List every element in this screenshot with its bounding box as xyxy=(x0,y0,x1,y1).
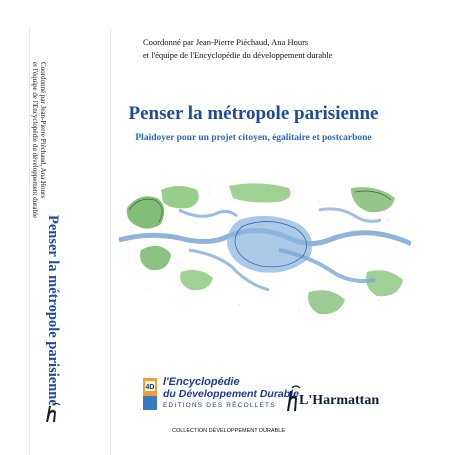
encyclopedia-badge-icon xyxy=(143,378,157,410)
spine-title: Penser la métropole parisienne xyxy=(45,215,61,406)
paris-region-map-illustration xyxy=(119,180,411,322)
harmattan-name: L'Harmattan xyxy=(299,393,380,408)
harmattan-logo xyxy=(283,383,403,415)
spine-left-edge xyxy=(29,28,30,455)
book-title: Penser la métropole parisienne xyxy=(128,103,379,124)
encyclopedia-name-line1: l'Encyclopédie xyxy=(163,376,240,388)
spine-authors-line1: Coordonné par Jean-Pierre Piéchaud, Ana Hours xyxy=(39,62,47,199)
editions-recollets: EDITIONS DES RÉCOLLETS xyxy=(163,402,276,409)
svg-text:4D: 4D xyxy=(145,384,155,391)
encyclopedia-name-line2: du Développement Durable xyxy=(163,388,299,400)
encyclopedia-logo xyxy=(143,370,299,414)
spine-right-edge xyxy=(110,28,111,455)
coordinators-line1: Coordonné par Jean-Pierre Piéchaud, Ana Hours xyxy=(143,37,309,47)
collection-name: COLLECTION DÉVELOPPEMENT DURABLE xyxy=(172,428,285,434)
coordinators-line2: et l'équipe de l'Encyclopédie du développement durable xyxy=(143,50,333,60)
spine-authors-line2: et l'équipe de l'Encyclopédie du développement durable xyxy=(31,62,40,219)
book-subtitle: Plaidoyer pour un projet citoyen, égalitaire et postcarbone xyxy=(135,133,372,143)
coordinators-block xyxy=(143,36,383,62)
harmattan-mark-icon xyxy=(40,402,64,424)
